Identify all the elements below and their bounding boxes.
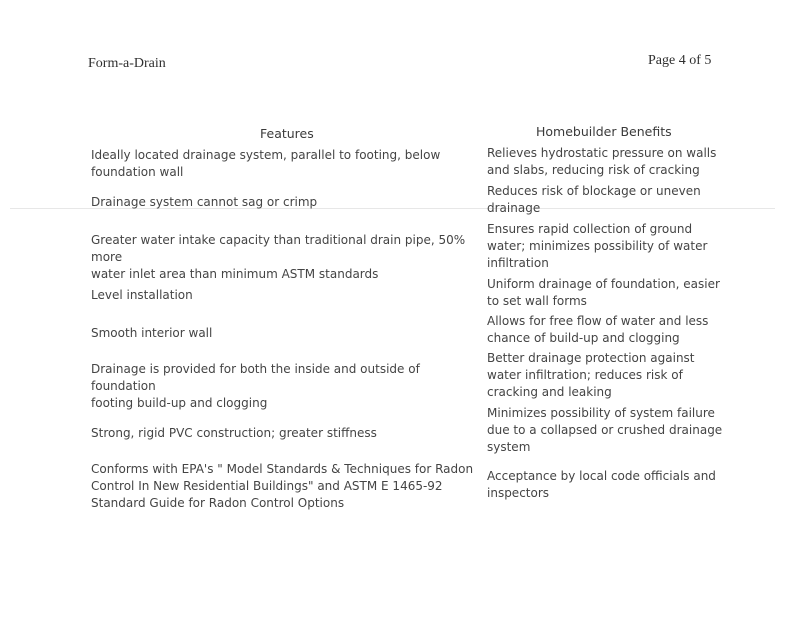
- benefit-cell: Allows for free flow of water and less chance of build-up and clogging: [487, 314, 709, 345]
- page-number: Page 4 of 5: [648, 53, 712, 68]
- feature-cell: Smooth interior wall: [91, 326, 213, 340]
- benefit-cell: Relieves hydrostatic pressure on walls and slabs, reducing risk of cracking: [487, 146, 717, 177]
- feature-cell: Conforms with EPA's " Model Standards & Techniques for Radon Control In New Residential Buildings" and ASTM E 1465-92 Standard Guide for Radon Control Options: [91, 462, 474, 510]
- benefit-cell: Better drainage protection against water infiltration; reduces risk of cracking and leaking: [487, 351, 695, 399]
- feature-cell: Greater water intake capacity than traditional drain pipe, 50% more water inlet area than minimum ASTM standards: [91, 233, 466, 281]
- benefit-cell: Acceptance by local code officials and inspectors: [487, 469, 716, 500]
- feature-cell: Strong, rigid PVC construction; greater stiffness: [91, 426, 377, 440]
- feature-cell: Drainage is provided for both the inside and outside of foundation footing build-up and clogging: [91, 362, 420, 410]
- benefits-column-header: Homebuilder Benefits: [536, 124, 672, 139]
- benefit-cell: Reduces risk of blockage or uneven drainage: [487, 184, 701, 215]
- feature-cell: Drainage system cannot sag or crimp: [91, 195, 318, 209]
- benefit-cell: Minimizes possibility of system failure due to a collapsed or crushed drainage system: [487, 406, 723, 454]
- feature-cell: Ideally located drainage system, parallel to footing, below foundation wall: [91, 148, 441, 179]
- features-column-header: Features: [260, 126, 314, 141]
- benefit-cell: Uniform drainage of foundation, easier to set wall forms: [487, 277, 720, 308]
- benefit-cell: Ensures rapid collection of ground water; minimizes possibility of water infiltration: [487, 222, 708, 270]
- document-title: Form-a-Drain: [88, 56, 166, 71]
- feature-cell: Level installation: [91, 288, 193, 302]
